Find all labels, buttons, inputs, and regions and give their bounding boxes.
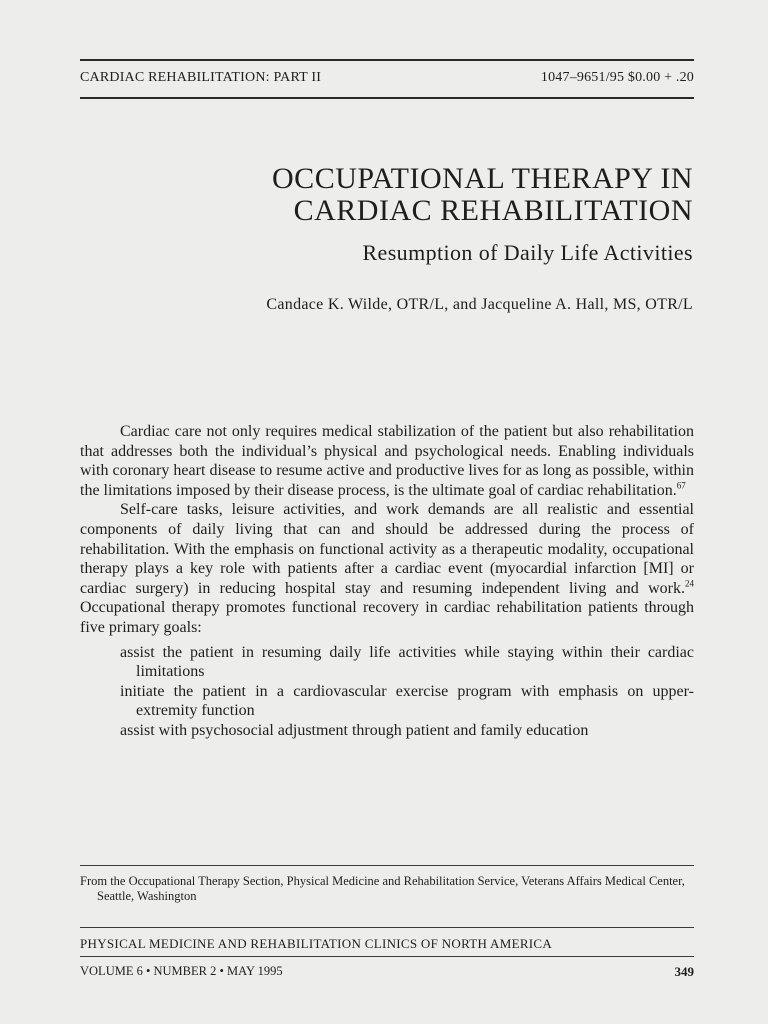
article-authors: Candace K. Wilde, OTR/L, and Jacqueline A. Hall, MS, OTR/L <box>266 296 693 313</box>
header-bottom-rule <box>80 97 694 99</box>
running-head-right: 1047–9651/95 $0.00 + .20 <box>540 70 694 85</box>
reference-superscript: 24 <box>685 578 694 589</box>
article-title-line1: OCCUPATIONAL THERAPY IN <box>272 162 693 195</box>
paragraph-2-text-a: Self-care tasks, leisure activities, and work demands are all realistic and essential components of daily living that can and should be addressed during the process of rehabilitation. With the emphasis on functional activity as a therapeutic modality, occupational therapy plays a key role with patients after a cardiac event (myocardial infarction [MI] or cardiac surgery) in reducing hospital stay and resuming independent living and work. <box>80 501 694 597</box>
article-body <box>80 422 694 741</box>
article-subtitle: Resumption of Daily Life Activities <box>362 240 693 265</box>
footer-bottom-rule <box>80 956 694 957</box>
reference-superscript: 67 <box>676 480 686 491</box>
footnote-rule <box>80 865 694 866</box>
footer-top-rule <box>80 927 694 928</box>
journal-name: PHYSICAL MEDICINE AND REHABILITATION CLINICS OF NORTH AMERICA <box>80 936 553 951</box>
affiliation-text: From the Occupational Therapy Section, Physical Medicine and Rehabilitation Service, Veterans Affairs Medical Center, Seattle, Washington <box>80 874 685 903</box>
paragraph-1-text: Cardiac care not only requires medical stabilization of the patient but also rehabilitation that addresses both the individual’s physical and psychological needs. Enabling individuals with coronary heart disease to resume active and productive lives for as long as possible, within the limitations imposed by their disease process, is the ultimate goal of cardiac rehabilitation. <box>80 423 694 499</box>
paragraph-2-text-b: Occupational therapy promotes functional recovery in cardiac rehabilitation patients through five primary goals: <box>80 599 694 636</box>
page-number: 349 <box>674 964 694 979</box>
header-top-rule <box>80 59 694 61</box>
running-head-left: CARDIAC REHABILITATION: PART II <box>80 70 322 85</box>
goals-list <box>80 643 694 741</box>
goal-item: assist with psychosocial adjustment through patient and family education <box>120 721 589 739</box>
issue-line <box>80 964 694 980</box>
goal-item: assist the patient in resuming daily life activities while staying within their cardiac limitations <box>120 643 694 681</box>
affiliation-footnote <box>80 874 694 904</box>
paragraph-2 <box>80 500 694 637</box>
paragraph-1 <box>80 422 694 500</box>
article-title-line2: CARDIAC REHABILITATION <box>293 194 693 227</box>
article-title <box>272 163 693 227</box>
issue-info: VOLUME 6 • NUMBER 2 • MAY 1995 <box>80 964 283 978</box>
goal-item: initiate the patient in a cardiovascular exercise program with emphasis on upper-extremity function <box>120 682 694 720</box>
running-head <box>80 70 694 86</box>
